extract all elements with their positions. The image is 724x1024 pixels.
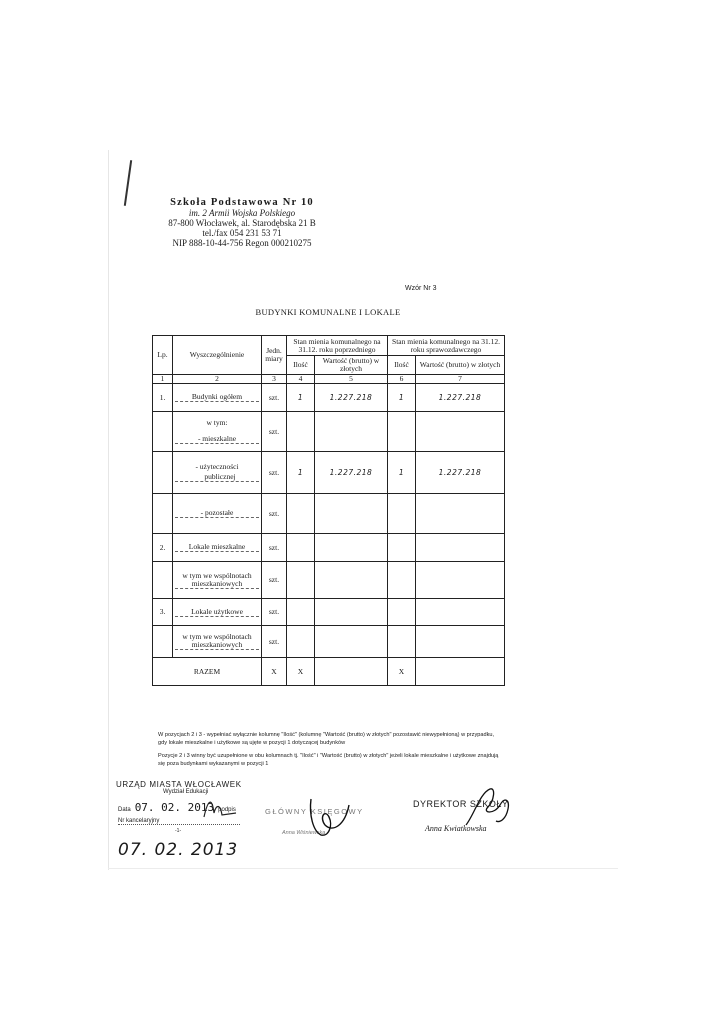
template-number: Wzór Nr 3 (405, 285, 437, 292)
stamp-signature-icon (200, 795, 240, 821)
header-unit: Jedn. miary (262, 336, 287, 375)
sheet-edge-bottom (108, 868, 618, 869)
header-prev-year: Stan mienia komunalnego na 31.12. roku poprzedniego (287, 336, 388, 356)
row-unit: szt. (262, 626, 287, 658)
table-row (153, 452, 505, 494)
handwritten-value-prev: 1.227.218 (315, 452, 388, 494)
row-unit: szt. (262, 384, 287, 412)
row-lp: 3. (153, 599, 173, 626)
handwritten-qty-prev: 1 (287, 384, 315, 412)
col-number: 2 (173, 375, 262, 384)
director-stamp-name: Anna Kwiatkowska (425, 824, 487, 833)
row-unit: szt. (262, 494, 287, 534)
header-value-curr: Wartość (brutto) w złotych (416, 356, 505, 375)
row-unit: szt. (262, 599, 287, 626)
col-number: 5 (315, 375, 388, 384)
table-header-row (153, 336, 505, 356)
header-item: Wyszczególnienie (173, 336, 262, 375)
col-number: 1 (153, 375, 173, 384)
table-row (153, 412, 505, 452)
stamp-reg-value: -1- (175, 828, 182, 834)
school-phone: tel./fax 054 231 53 71 (202, 228, 282, 238)
accountant-stamp-name: Anna Wiśniewska (282, 830, 326, 836)
table-row (153, 562, 505, 599)
row-label: w tym we wspólnotach mieszkaniowych (173, 562, 262, 599)
table-row (153, 534, 505, 562)
stamp-reg-label: Nr kancelaryjny (118, 818, 160, 824)
row-lp: 1. (153, 384, 173, 412)
total-unit-x: X (262, 658, 287, 686)
director-signature-icon (460, 785, 515, 830)
header-curr-year: Stan mienia komunalnego na 31.12. roku sprawozdawczego (388, 336, 505, 356)
handwritten-qty-prev: 1 (287, 452, 315, 494)
table-row (153, 384, 505, 412)
row-unit: szt. (262, 452, 287, 494)
table-row (153, 494, 505, 534)
school-patron: im. 2 Armii Wojska Polskiego (188, 208, 296, 218)
col-number: 3 (262, 375, 287, 384)
pen-stroke (124, 160, 132, 206)
column-number-row (153, 375, 505, 384)
total-row (153, 658, 505, 686)
footnotes (158, 731, 503, 773)
row-label: Lokale użytkowe (173, 599, 262, 626)
row-note: w tym: (206, 418, 228, 427)
handwritten-value-prev: 1.227.218 (315, 384, 388, 412)
accountant-stamp-title: GŁÓWNY KSIĘGOWY (265, 807, 364, 816)
accountant-signature-icon (303, 795, 353, 840)
row-label: - użyteczności publicznej (173, 452, 262, 494)
total-qty-prev-x: X (287, 658, 315, 686)
school-address: 87-800 Włocławek, al. Starodębska 21 B (168, 218, 316, 228)
stamp-date-label: Data (118, 807, 131, 813)
director-stamp-title: DYREKTOR SZKOŁY (413, 799, 509, 809)
col-number: 6 (388, 375, 416, 384)
row-label: Budynki ogółem (173, 384, 262, 412)
total-qty-curr-x: X (388, 658, 416, 686)
footnote-2: Pozycje 2 i 3 winny być uzupełnione w obu kolumnach tj. "Ilość" i "Wartość (brutto) w złotych" jeżeli lokale mieszkalne i użytkowe znajdują się poza budynkami wykazanymi w pozycji 1 (158, 753, 499, 767)
row-unit: szt. (262, 534, 287, 562)
row-label: w tym: - mieszkalne (173, 412, 262, 452)
row-label: w tym we wspólnotach mieszkaniowych (173, 626, 262, 658)
col-number: 4 (287, 375, 315, 384)
school-header (152, 198, 332, 248)
handwritten-qty-curr: 1 (388, 384, 416, 412)
assets-table (152, 335, 505, 686)
handwritten-value-curr: 1.227.218 (416, 384, 505, 412)
col-number: 7 (416, 375, 505, 384)
header-qty-prev: Ilość (287, 356, 315, 375)
handwritten-date: 07. 02. 2013 (118, 840, 239, 860)
handwritten-value-curr: 1.227.218 (416, 452, 505, 494)
row-label: Lokale mieszkalne (173, 534, 262, 562)
school-ids: NIP 888-10-44-756 Regon 000210275 (172, 238, 312, 248)
stamp-date-value: 07. 02. 2013 (134, 801, 215, 814)
document-title: BUDYNKI KOMUNALNE I LOKALE (255, 307, 401, 317)
row-lp: 2. (153, 534, 173, 562)
total-label: RAZEM (153, 658, 262, 686)
office-stamp-title: URZĄD MIASTA WŁOCŁAWEK (116, 780, 242, 789)
row-label: - pozostałe (173, 494, 262, 534)
header-lp: Lp. (153, 336, 173, 375)
row-unit: szt. (262, 412, 287, 452)
table-row (153, 626, 505, 658)
handwritten-qty-curr: 1 (388, 452, 416, 494)
footnote-1: W pozycjach 2 i 3 - wypełniać wyłącznie kolumnę "Ilość" (kolumnę "Wartość (brutto) w złotych" pozostawić niewypełnioną) w przypadku, gdy lokale mieszkalne i użytkowe są ujęte w pozycji 1 dotyczącej budynków (158, 732, 495, 746)
table-row (153, 599, 505, 626)
row-unit: szt. (262, 562, 287, 599)
sheet-edge-left (108, 150, 109, 870)
office-stamp-department: Wydział Edukacji (163, 789, 209, 795)
school-name: Szkoła Podstawowa Nr 10 (170, 197, 314, 208)
header-value-prev: Wartość (brutto) w złotych (315, 356, 388, 375)
stamp-signature-label: podpis (218, 807, 236, 813)
header-qty-curr: Ilość (388, 356, 416, 375)
